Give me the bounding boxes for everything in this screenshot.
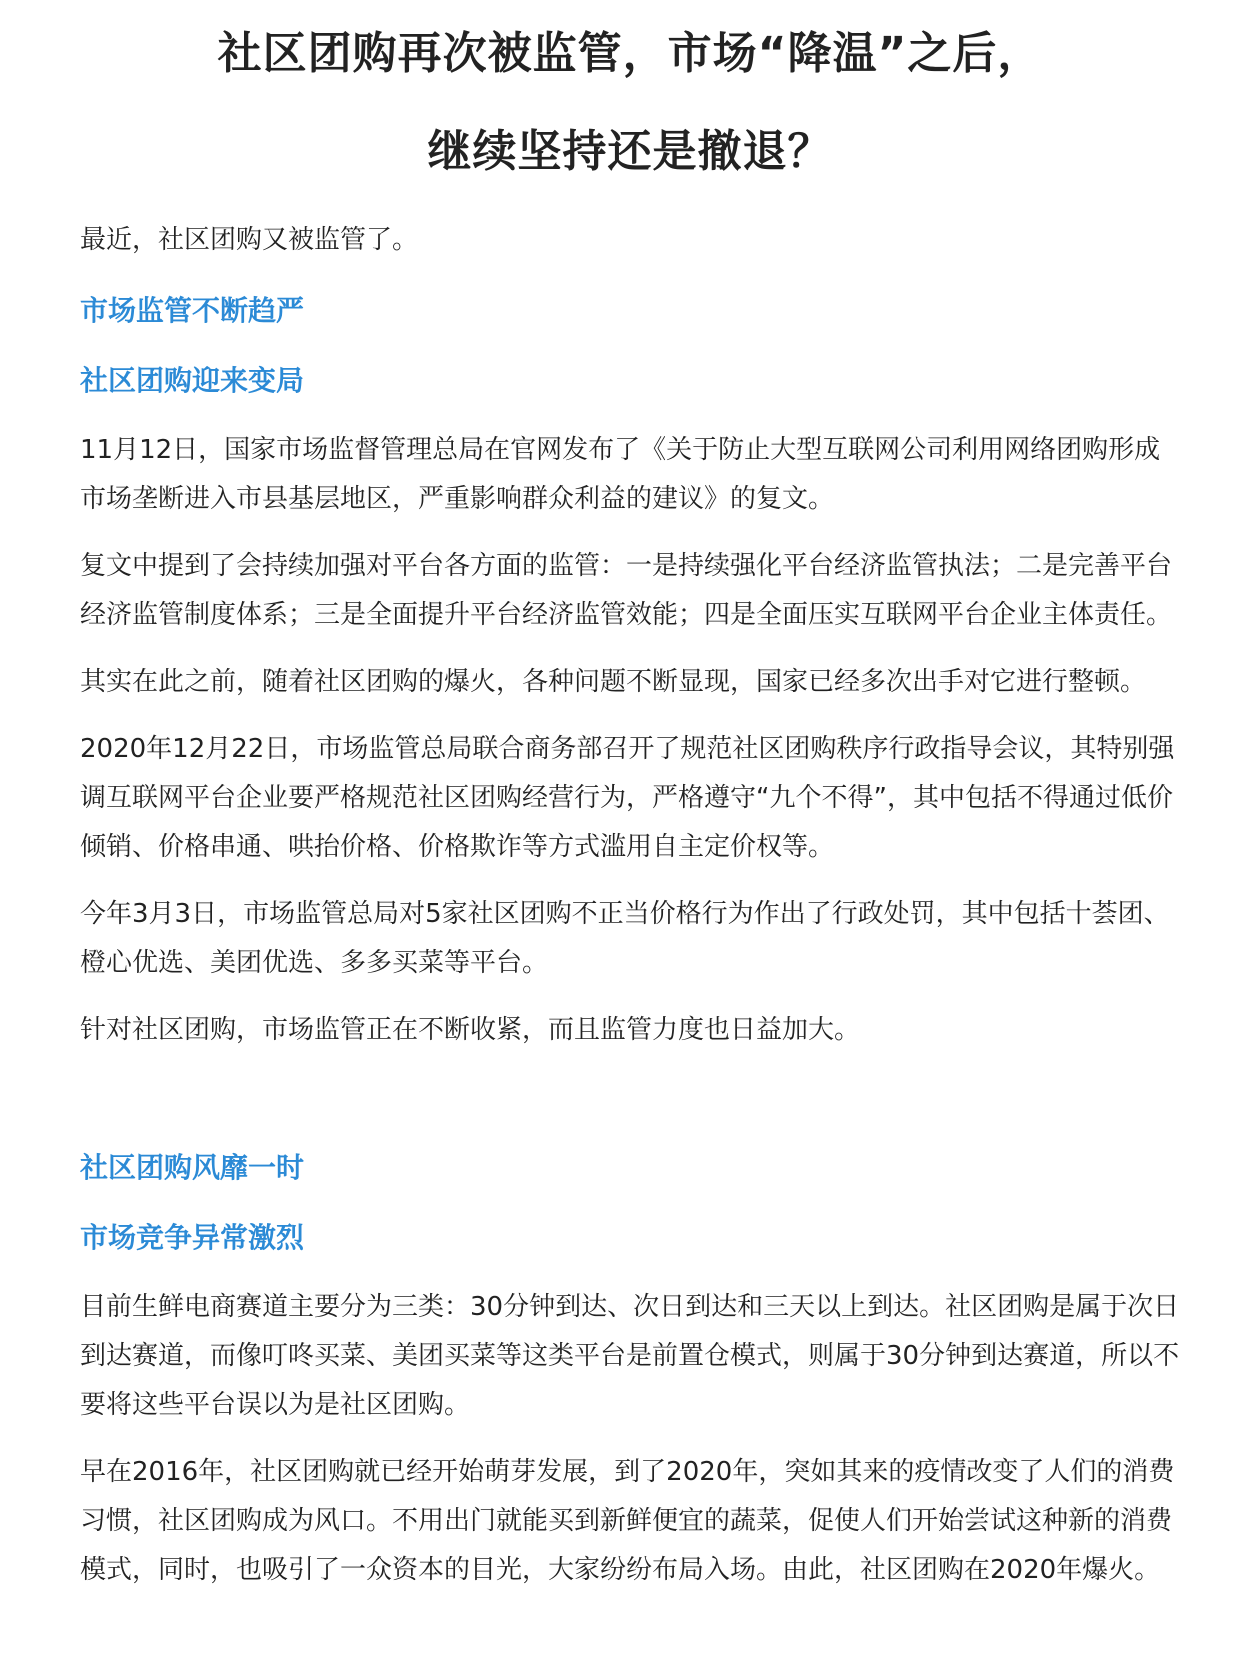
section1-heading-2: 社区团购迎来变局 xyxy=(80,364,305,397)
section1-paragraph-1: 11月12日，国家市场监督管理总局在官网发布了《关于防止大型互联网公司利用网络团购形成市场垄断进入市县基层地区，严重影响群众利益的建议》的复文。 xyxy=(80,435,1161,514)
section2-paragraph-1: 目前生鲜电商赛道主要分为三类：30分钟到达、次日到达和三天以上到达。社区团购是属于次日到达赛道，而像叮咚买菜、美团买菜等这类平台是前置仓模式，则属于30分钟到达赛道，所以不要将这些平台误以为是社区团购。 xyxy=(80,1292,1180,1420)
section2-heading-1: 社区团购风靡一时 xyxy=(80,1151,305,1184)
section1-paragraph-2: 复文中提到了会持续加强对平台各方面的监管：一是持续强化平台经济监管执法；二是完善平台经济监管制度体系；三是全面提升平台经济监管效能；四是全面压实互联网平台企业主体责任。 xyxy=(80,551,1173,630)
section1-paragraph-6: 针对社区团购，市场监管正在不断收紧，而且监管力度也日益加大。 xyxy=(80,1015,861,1045)
section2-heading-2: 市场竞争异常激烈 xyxy=(80,1221,305,1254)
article-title-line-1: 社区团购再次被监管，市场“降温”之后， xyxy=(217,28,1043,79)
section1-paragraph-3: 其实在此之前，随着社区团购的爆火，各种问题不断显现，国家已经多次出手对它进行整顿。 xyxy=(80,667,1147,697)
intro-paragraph: 最近，社区团购又被监管了。 xyxy=(80,225,419,255)
section1-heading-1: 市场监管不断趋严 xyxy=(80,294,305,327)
article-title-line-2: 继续坚持还是撤退？ xyxy=(427,126,833,177)
section1-paragraph-5: 今年3月3日，市场监管总局对5家社区团购不正当价格行为作出了行政处罚，其中包括十荟团、橙心优选、美团优选、多多买菜等平台。 xyxy=(80,899,1170,978)
section2-paragraph-2: 早在2016年，社区团购就已经开始萌芽发展，到了2020年，突如其来的疫情改变了人们的消费习惯，社区团购成为风口。不用出门就能买到新鲜便宜的蔬菜，促使人们开始尝试这种新的消费模式，同时，也吸引了一众资本的目光，大家纷纷布局入场。由此，社区团购在2020年爆火。 xyxy=(80,1457,1175,1585)
section1-paragraph-4: 2020年12月22日，市场监管总局联合商务部召开了规范社区团购秩序行政指导会议，其特别强调互联网平台企业要严格规范社区团购经营行为，严格遵守“九个不得”，其中包括不得通过低价倾销、价格串通、哄抬价格、价格欺诈等方式滥用自主定价权等。 xyxy=(80,734,1175,862)
